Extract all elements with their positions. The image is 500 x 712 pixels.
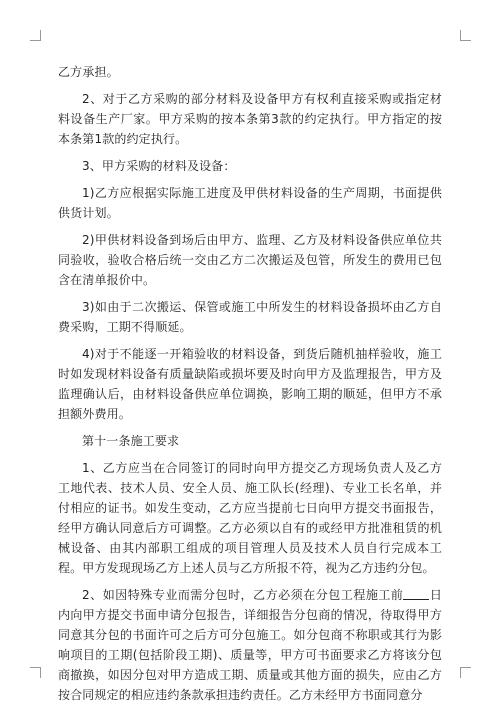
paragraph-item-1: 1)乙方应根据实际施工进度及甲供材料设备的生产周期，书面提供供货计划。: [58, 186, 442, 220]
fill-in-blank[interactable]: [403, 586, 429, 600]
paragraph-item-4: 4)对于不能逐一开箱验收的材料设备，到货后随机抽样验收，施工时如发现材料设备有质量缺陷或损坏要及时向甲方及监理报告，甲方及监理确认后，由材料设备供应单位调换，影响工期的顺延，但甲方不承担额外费用。: [58, 347, 442, 421]
paragraph-clause-2: 2、对于乙方采购的部分材料及设备甲方有权利直接采购或指定材料设备生产厂家。甲方采购的按本条第3款的约定执行。甲方指定的按本条第1款的约定执行。: [58, 92, 442, 146]
document-page: [58, 62, 442, 712]
crop-mark-bottom-left: [30, 667, 41, 678]
paragraph-item-2: 2)甲供材料设备到场后由甲方、监理、乙方及材料设备供应单位共同验收，验收合格后统一交由乙方二次搬运及包管，所发生的费用已包含在清单报价中。: [58, 233, 442, 287]
requirement-2-text-before: 2、如因特殊专业而需分包时，乙方必须在分包工程施工前: [82, 588, 404, 602]
paragraph-requirement-1: 1、乙方应当在合同签订的同时向甲方提交乙方现场负责人及乙方工地代表、技术人员、安全人员、施工队长(经理)、专业工长名单，并付相应的证书。如发生变动，乙方应当提前七日向甲方提交书面报告，经甲方确认同意后方可调整。乙方必须以自有的或经甲方批准租赁的机械设备、由其内部职工组成的项目管理人员及技术人员自行完成本工程。甲方发现现场乙方上述人员与乙方所报不符，视为乙方违约分包。: [58, 461, 442, 575]
crop-mark-bottom-right: [460, 667, 471, 678]
paragraph-clause-3: 3、甲方采购的材料及设备：: [82, 159, 236, 173]
paragraph-item-3: 3)如由于二次搬运、保管或施工中所发生的材料设备损坏由乙方自费采购，工期不得顺延。: [58, 300, 442, 334]
crop-mark-top-left: [30, 30, 41, 41]
requirement-2-text-after: 日内向甲方提交书面申请分包报告，详细报告分包商的情况，待取得甲方同意其分包的书面许可之后方可分包施工。如分包商不称职或其行为影响项目的工期(包括阶段工期)、质量等，甲方可书面要求乙方将该分包商撤换，如因分包对甲方造成工期、质量或其他方面的损失，应由乙方按合同规定的相应违约条款承担违约责任。乙方未经甲方书面同意分: [58, 588, 442, 702]
section-heading-article-11: 第十一条施工要求: [82, 434, 180, 448]
paragraph-continuation: 乙方承担。: [58, 65, 119, 79]
crop-mark-top-right: [460, 30, 471, 41]
paragraph-requirement-2: [58, 585, 442, 705]
